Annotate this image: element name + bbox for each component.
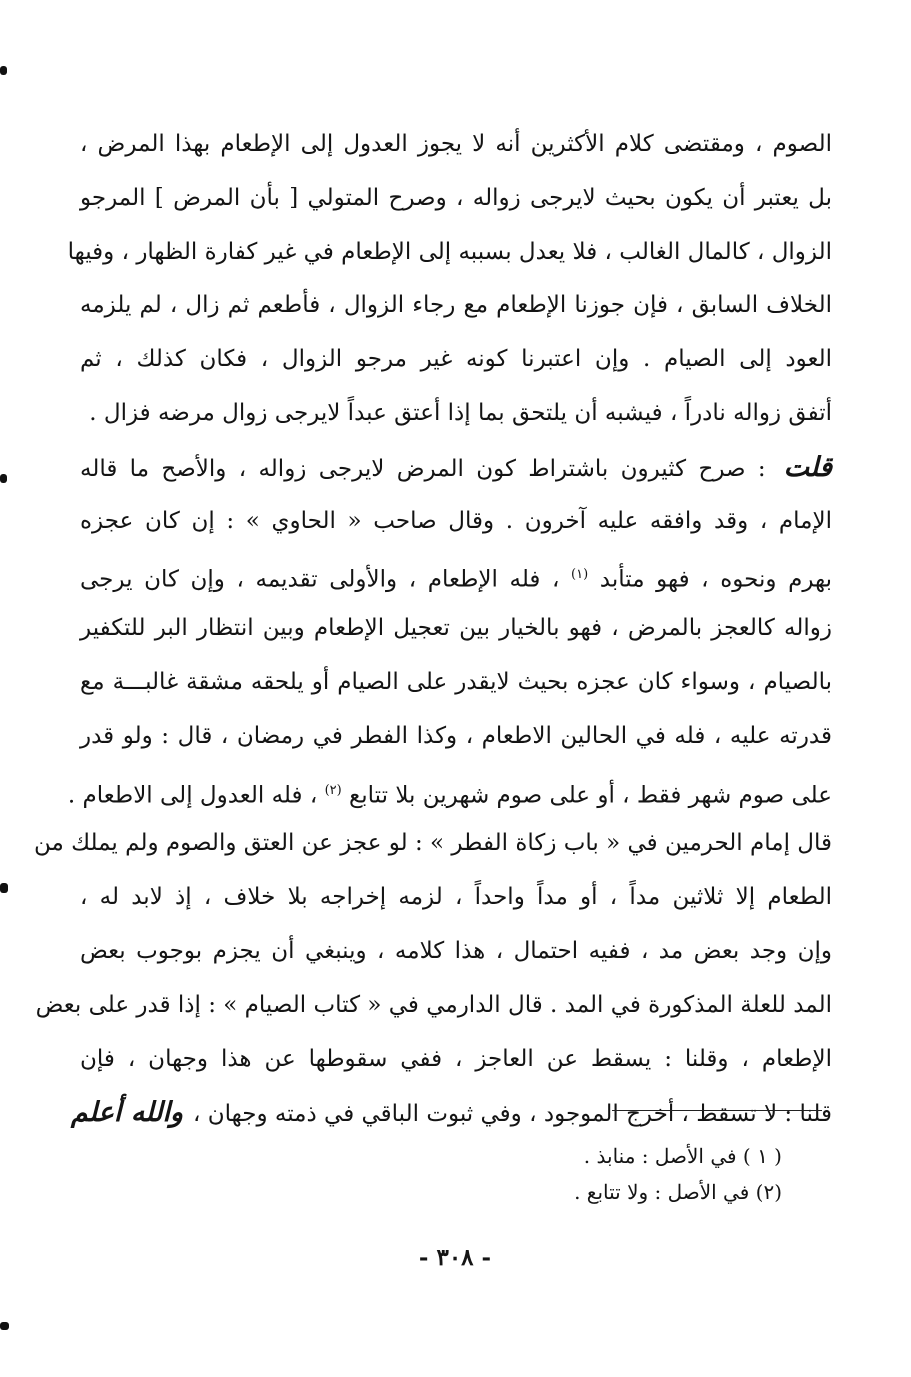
text-line: المد للعلة المذكورة في المد . قال الدارمي في « كتاب الصيام » : إذا قدر على بعض	[35, 991, 832, 1018]
text-line	[70, 1086, 832, 1140]
text-segment: ، فله الإطعام ، والأولى تقديمه ، وإن كان يرجى	[80, 567, 560, 594]
text-line: العود إلى الصيام . وإن اعتبرنا كونه غير مرجو الزوال ، فكان كذلك ، ثم	[80, 346, 832, 373]
footnotes	[380, 1138, 782, 1210]
footnote-marker-1: (١)	[571, 567, 589, 583]
signoff-calligraphy: والله أعلم	[70, 1097, 184, 1129]
footnote-divider	[612, 1110, 822, 1111]
text-line: الخلاف السابق ، فإن جوزنا الإطعام مع رجاء الزوال ، فأطعم ثم زال ، لم يلزمه	[80, 292, 832, 319]
main-text	[33, 118, 833, 1140]
scan-mark	[0, 474, 7, 483]
footnote-1: ( ١ ) في الأصل : منابذ .	[583, 1144, 782, 1168]
text-line: الإمام ، وقد وافقه عليه آخرون . وقال صاحب « الحاوي » : إن كان عجزه	[80, 507, 832, 534]
page-number: - ٣٠٨ -	[418, 1244, 492, 1271]
text-line	[80, 548, 832, 602]
text-segment: بهرم ونحوه ، فهو متأبد	[599, 567, 833, 594]
text-segment: على صوم شهر فقط ، أو على صوم شهرين بلا تتابع	[349, 782, 832, 809]
qult-text: : صرح كثيرون باشتراط كون المرض لايرجى زواله ، والأصح ما قاله	[80, 455, 766, 482]
scan-mark	[0, 66, 7, 75]
text-line: بالصيام ، وسواء كان عجزه بحيث لايقدر على الصيام أو يلحقه مشقة غالبـــة مع	[80, 668, 832, 695]
text-line: الصوم ، ومقتضى كلام الأكثرين أنه لا يجوز العدول إلى الإطعام بهذا المرض ،	[80, 131, 832, 157]
text-segment: قلنا : لا تسقط ، أخرج الموجود ، وفي ثبوت الباقي في ذمته وجهان ،	[193, 1101, 832, 1128]
text-line: قدرته عليه ، فله في الحالين الاطعام ، وكذا الفطر في رمضان ، قال : ولو قدر	[80, 722, 832, 749]
text-line: وإن وجد بعض مد ، ففيه احتمال ، هذا كلامه ، وينبغي أن يجزم بوجوب بعض	[80, 937, 832, 964]
scan-mark	[0, 1322, 9, 1330]
text-line: الطعام إلا ثلاثين مداً ، أو مداً واحداً ، لزمه إخراجه بلا خلاف ، إذ لابد له ،	[80, 884, 832, 911]
scan-mark	[0, 883, 8, 893]
text-line: بل يعتبر أن يكون بحيث لايرجى زواله ، وصرح المتولي [ بأن المرض ] المرجو	[80, 184, 832, 211]
text-line: الزوال ، كالمال الغالب ، فلا يعدل بسببه إلى الإطعام في غير كفارة الظهار ، وفيها	[67, 238, 832, 265]
text-line: قال إمام الحرمين في « باب زكاة الفطر » : لو عجز عن العتق والصوم ولم يملك من	[33, 830, 832, 857]
footnote-marker-2: (٢)	[324, 782, 342, 798]
text-line: زواله كالعجز بالمرض ، فهو بالخيار بين تعجيل الإطعام وبين انتظار البر للتكفير	[80, 615, 832, 642]
footnote-2: (٢) في الأصل : ولا تتابع .	[574, 1180, 782, 1204]
text-line: أتفق زواله نادراً ، فيشبه أن يلتحق بما إذا أعتق عبداً لايرجى زوال مرضه فزال .	[89, 399, 832, 426]
text-line: الإطعام ، وقلنا : يسقط عن العاجز ، ففي سقوطها عن هذا وجهان ، فإن	[80, 1045, 832, 1072]
qult-label: قلت	[783, 451, 832, 483]
qult-line	[80, 441, 832, 495]
text-segment: ، فله العدول إلى الاطعام .	[67, 782, 318, 809]
text-line	[67, 764, 832, 818]
